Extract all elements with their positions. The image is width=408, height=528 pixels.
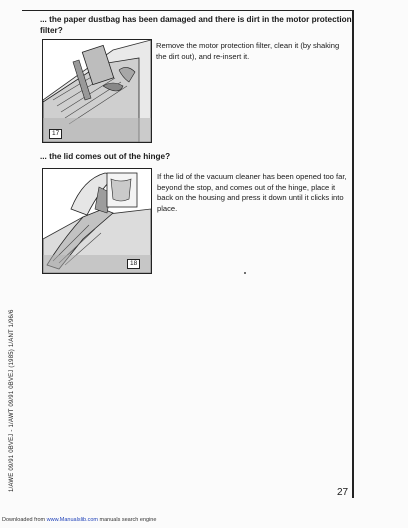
scan-speck [244,272,246,274]
footer-prefix: Downloaded from [2,517,46,523]
top-rule [22,10,352,11]
side-document-code: 1/AWE 09/91 0BVEJ - 1/AWT 09/91 0BVEJ (1985) 1/ANT 1/96/6 [9,309,15,492]
figure-motor-filter [42,39,152,143]
motor-filter-illustration [43,40,151,142]
download-footer [2,517,156,523]
right-rule [352,10,354,498]
section-heading-dustbag: ... the paper dustbag has been damaged and there is dirt in the motor protection filter? [40,15,352,35]
footer-link[interactable]: www.Manualslib.com [46,517,98,523]
section-text-lid: If the lid of the vacuum cleaner has been opened too far, beyond the stop, and comes out of the hinge, place it back on the housing and press it down until it clicks into place. [157,172,347,213]
footer-suffix: manuals search engine [99,517,157,523]
figure-lid-hinge [42,168,152,274]
page-number: 27 [337,487,349,498]
section-text-dustbag: Remove the motor protection filter, clean it (by shaking the dirt out), and re-insert it. [156,41,340,61]
section-heading-lid: ... the lid comes out of the hinge? [40,152,171,161]
lid-hinge-illustration [43,169,151,273]
figure-label-18: 18 [127,259,140,269]
figure-label-17: 17 [49,129,62,139]
